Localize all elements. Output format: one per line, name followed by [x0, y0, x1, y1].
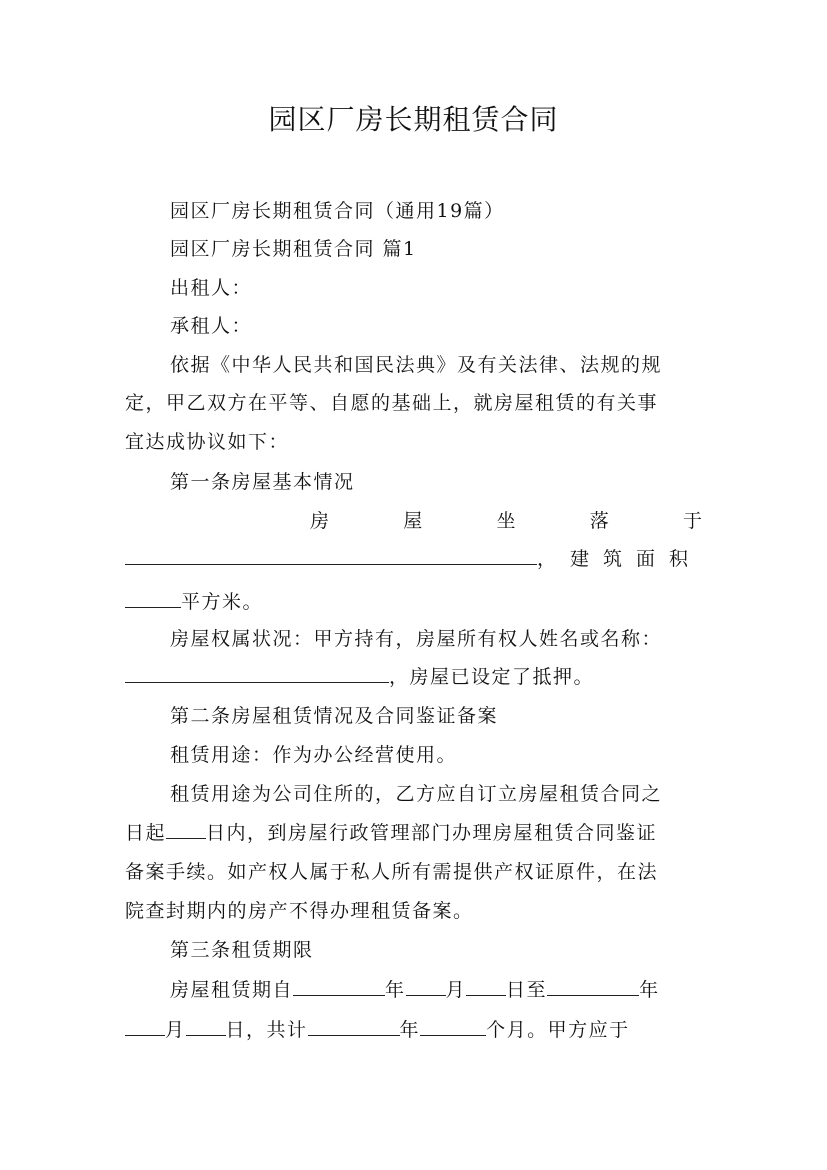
area-row — [125, 546, 702, 572]
start-day-blank — [466, 977, 506, 996]
total-year-blank — [308, 1017, 400, 1036]
located-char: 屋 — [403, 510, 423, 532]
ownership-line-2 — [125, 664, 702, 690]
month-label: 月 — [165, 1019, 186, 1041]
term-line-2 — [125, 1017, 702, 1043]
end-year-blank — [547, 977, 639, 996]
year-label: 年 — [639, 979, 660, 1001]
start-month-blank — [406, 977, 446, 996]
term-line-1 — [125, 977, 702, 1003]
located-char: 于 — [682, 510, 702, 532]
ownership-mortgage: ，房屋已设定了抵押。 — [389, 666, 595, 688]
reg-from: 日起 — [125, 822, 167, 844]
year-label: 年 — [385, 979, 406, 1001]
preamble-line-3: 宜达成协议如下： — [125, 431, 290, 453]
day-to-label: 日至 — [506, 979, 548, 1001]
registration-line-4: 院查封期内的房产不得办理租赁备案。 — [125, 900, 474, 922]
article-1-title: 第一条房屋基本情况 — [170, 471, 355, 493]
located-char: 落 — [589, 510, 609, 532]
usage-line: 租赁用途：作为办公经营使用。 — [170, 744, 458, 766]
article-3-title: 第三条租赁期限 — [170, 939, 314, 961]
area-label: ，建筑面积 — [536, 548, 702, 570]
area-blank — [125, 589, 181, 608]
registration-line-3: 备案手续。如产权人属于私人所有需提供产权证原件，在法 — [125, 861, 659, 883]
reg-days: 日内，到房屋行政管理部门办理房屋租赁合同鉴证 — [206, 822, 658, 844]
day-label: 日 — [225, 1019, 247, 1041]
total-label: ，共计 — [246, 1019, 308, 1041]
preamble-line-1: 依据《中华人民共和国民法典》及有关法律、法规的规 — [170, 354, 663, 376]
located-row — [170, 508, 702, 534]
end-month-blank — [125, 1017, 165, 1036]
ownership-line-1: 房屋权属状况：甲方持有，房屋所有权人姓名或名称： — [170, 628, 663, 650]
start-year-blank — [293, 977, 385, 996]
months-label: 个月。甲方应于 — [486, 1019, 630, 1041]
year-label: 年 — [399, 1019, 421, 1041]
area-unit-row — [125, 589, 702, 615]
section-heading: 园区厂房长期租赁合同 篇1 — [170, 238, 417, 260]
document-title: 园区厂房长期租赁合同 — [268, 103, 559, 136]
term-from: 房屋租赁期自 — [170, 979, 294, 1001]
registration-line-1: 租赁用途为公司住所的，乙方应自订立房屋租赁合同之 — [170, 783, 663, 805]
lessee-label: 承租人： — [170, 315, 253, 337]
subtitle: 园区厂房长期租赁合同（通用19篇） — [170, 200, 505, 222]
month-label: 月 — [445, 979, 467, 1001]
preamble-line-2: 定，甲乙双方在平等、自愿的基础上，就房屋租赁的有关事 — [125, 392, 659, 414]
located-char: 坐 — [496, 510, 516, 532]
end-day-blank — [186, 1017, 226, 1036]
area-unit: 平方米。 — [181, 591, 264, 613]
address-blank — [125, 546, 537, 565]
owner-name-blank — [125, 664, 389, 683]
located-char: 房 — [310, 510, 330, 532]
lessor-label: 出租人： — [170, 277, 253, 299]
days-blank — [166, 820, 206, 839]
registration-line-2 — [125, 820, 702, 846]
article-2-title: 第二条房屋租赁情况及合同鉴证备案 — [170, 705, 499, 727]
total-month-blank — [420, 1017, 486, 1036]
